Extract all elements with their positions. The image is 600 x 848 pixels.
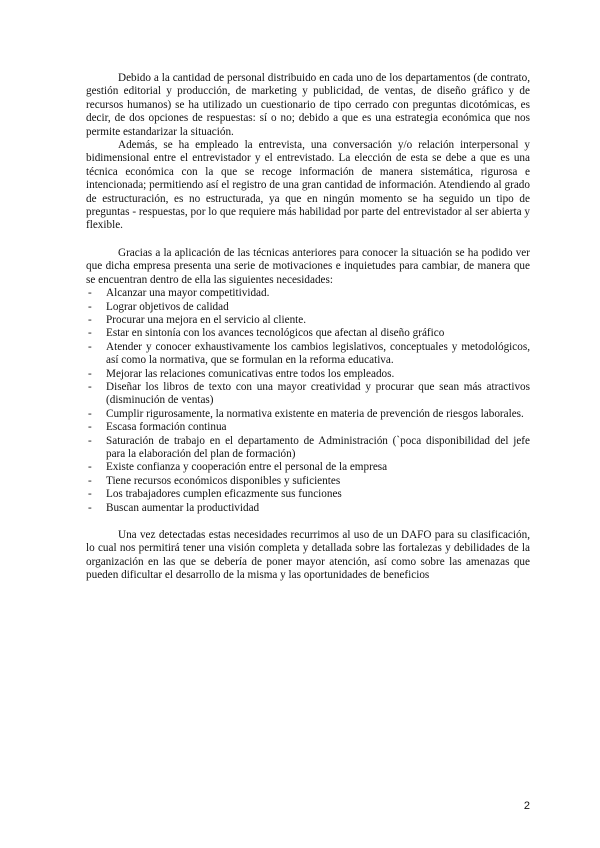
list-item: - Cumplir rigurosamente, la normativa existente en materia de prevención de riesgos laborales. (86, 408, 530, 421)
list-item: - Los trabajadores cumplen eficazmente sus funciones (86, 488, 530, 501)
list-item: - Estar en sintonía con los avances tecnológicos que afectan al diseño gráfico (86, 327, 530, 340)
list-item: - Alcanzar una mayor competitividad. (86, 287, 530, 300)
list-item: - Tiene recursos económicos disponibles y suficientes (86, 475, 530, 488)
list-item: - Procurar una mejora en el servicio al cliente. (86, 314, 530, 327)
paragraph-spacer (86, 233, 530, 247)
list-item: - Atender y conocer exhaustivamente los cambios legislativos, conceptuales y metodológicos, así como la normativa, que se formulan en la reforma educativa. (86, 341, 530, 368)
needs-list (86, 287, 530, 515)
list-item: - Lograr objetivos de calidad (86, 301, 530, 314)
paragraph-methodology-questionnaire: Debido a la cantidad de personal distribuido en cada uno de los departamentos (de contrato, gestión editorial y producción, de marketing y publicidad, de ventas, de diseño gráfico y de recursos humanos) se ha utilizado un cuestionario de tipo cerrado con preguntas dicotómicas, es decir, de dos opciones de respuestas: sí o no; debido a que es una estrategia económica que nos permite estandarizar la situación. (86, 72, 530, 138)
paragraph-methodology-interview: Además, se ha empleado la entrevista, una conversación y/o relación interpersonal y bidimensional entre el entrevistador y el entrevistado. La elección de esta se debe a que es una técnica económica con la que se recoge información de manera sistemática, rigurosa e intencionada; permitiendo así el registro de una gran cantidad de información. Atendiendo al grado de estructuración, es no estructurada, ya que en ningún momento se ha seguido un tipo de preguntas - respuestas, por lo que requiere más habilidad por parte del entrevistador al ser abierta y flexible. (86, 139, 530, 232)
page-number: 2 (523, 800, 530, 812)
list-item: - Existe confianza y cooperación entre el personal de la empresa (86, 461, 530, 474)
list-item: - Buscan aumentar la productividad (86, 502, 530, 515)
list-item: - Mejorar las relaciones comunicativas entre todos los empleados. (86, 368, 530, 381)
paragraph-dafo: Una vez detectadas estas necesidades recurrimos al uso de un DAFO para su clasificación, lo cual nos permitirá tener una visión completa y detallada sobre las fortalezas y debilidades de la organización en las que se debería de poner mayor atención, así como sobre las amenazas que pueden dificultar el desarrollo de la misma y las oportunidades de beneficios (86, 529, 530, 582)
document-body (86, 72, 530, 583)
list-item: - Escasa formación continua (86, 421, 530, 434)
paragraph-spacer (86, 515, 530, 529)
list-item: - Diseñar los libros de texto con una mayor creatividad y procurar que sean más atractivos (disminución de ventas) (86, 381, 530, 408)
list-item: - Saturación de trabajo en el departamento de Administración (`poca disponibilidad del jefe para la elaboración del plan de formación) (86, 435, 530, 462)
paragraph-needs-intro: Gracias a la aplicación de las técnicas anteriores para conocer la situación se ha podido ver que dicha empresa presenta una serie de motivaciones e inquietudes para cambiar, de manera que se encuentran dentro de ella las siguientes necesidades: (86, 246, 530, 286)
